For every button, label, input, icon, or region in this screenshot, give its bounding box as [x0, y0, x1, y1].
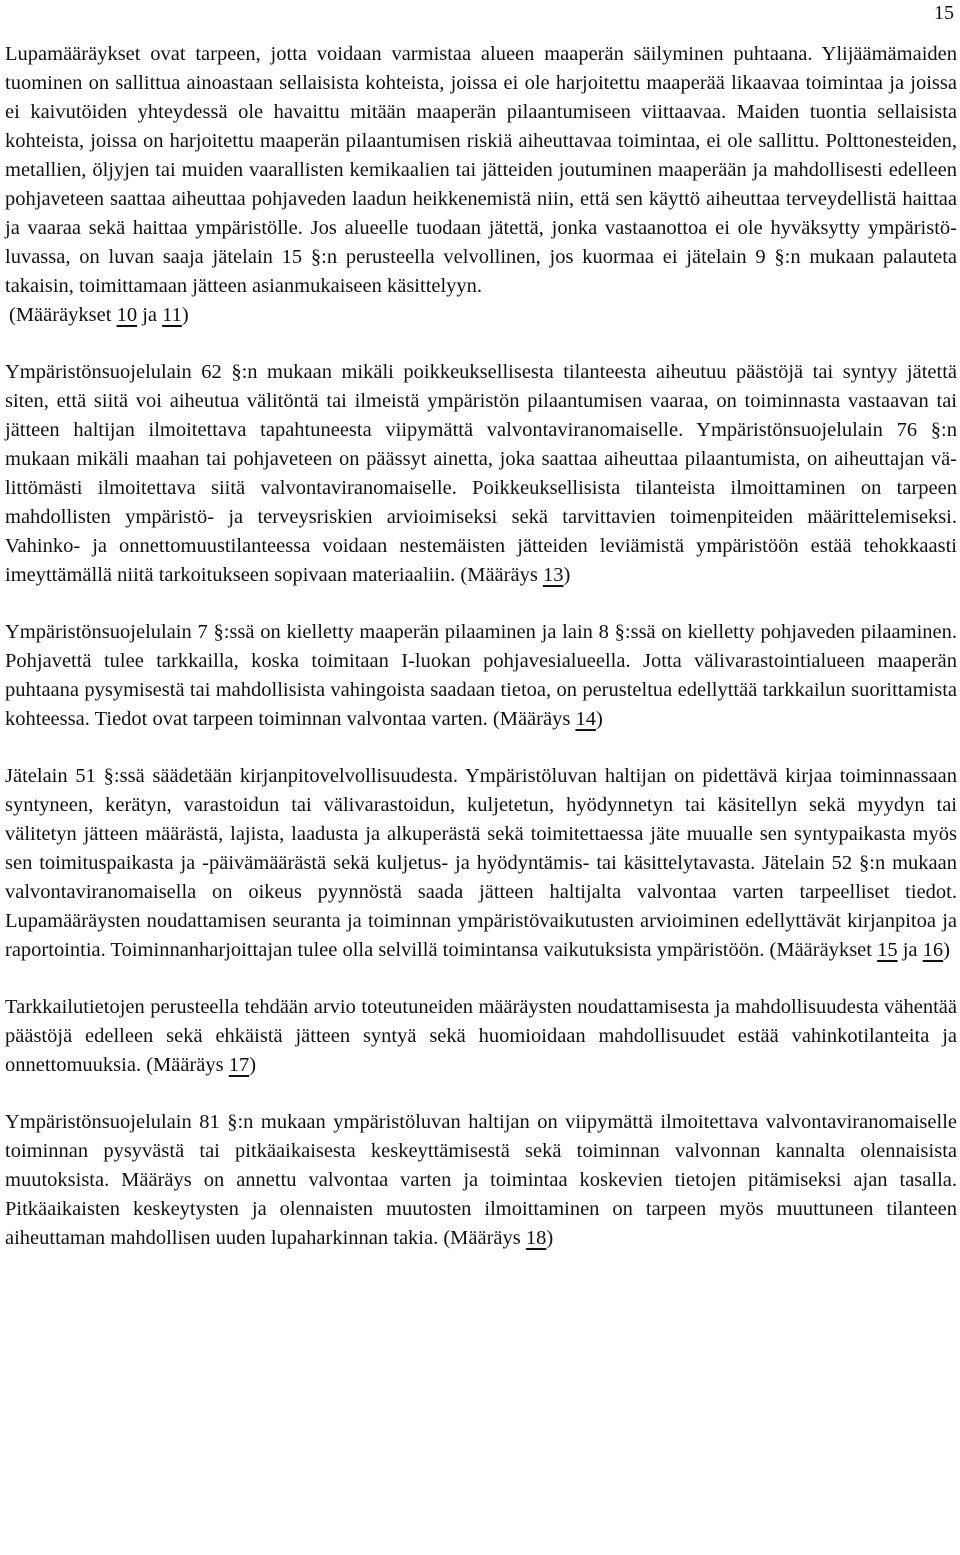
reference-link-11[interactable]: 11 — [162, 304, 182, 326]
reference-suffix: ) — [563, 564, 571, 586]
reference-joiner: ja — [897, 939, 923, 961]
reference-prefix: (Määräys — [455, 564, 543, 586]
reference-suffix: ) — [546, 1227, 554, 1249]
paragraph-notification-of-changes — [5, 1108, 957, 1253]
reference-prefix: (Määräykset — [764, 939, 878, 961]
reference-prefix: (Määräys — [438, 1227, 526, 1249]
paragraph-assessment — [5, 993, 957, 1080]
paragraph-text: Tarkkailutietojen perusteella tehdään arvio toteutuneiden määräysten noudattamisesta ja mahdollisuudesta vähentää päästöjä edelleen sekä ehkäistä jätteen syntyä sekä huomioidaan mahdollisuudet estää vahinkotilanteita ja onnettomuuksia. — [5, 996, 957, 1076]
reference-link-10[interactable]: 10 — [116, 304, 138, 326]
paragraph-text: Lupamääräykset ovat tarpeen, jotta voidaan varmistaa alueen maaperän säilyminen puhtaana. Ylijäämämaiden tuominen on sallittua ainoastaan sellaisista kohteista, joissa ei ole harjoitettu maaperää likaavaa toimintaa ja joissa ei kaivutöiden yhteydessä ole havaittu mitään maaperän pilaantumiseen viittaavaa. Maiden tuontia sellaisista kohteista, joissa on harjoitettu maaperän pilaantumisen riskiä aiheuttavaa toimintaa, ei ole sallittu. Polttonesteiden, metallien, öljyjen tai muiden vaarallisten kemikaalien tai jätteiden joutuminen maaperään ja mahdollisesti edelleen pohjaveteen saattaa aiheuttaa pohjaveden laadun heikkenemistä niin, että sen käyttö aiheuttaa terveydellistä haittaa ja vaaraa sekä haittaa ympäristölle. Jos alueelle tuodaan jätettä, jonka vastaanottoa ei ole hyväksytty ympäristöluvassa, on luvan saaja jätelain 15 §:n perusteella velvollinen, jos kuormaa ei jätelain 9 §:n mukaan palauteta takaisin, toimittamaan jätteen asianmukaiseen käsittelyyn. — [5, 43, 957, 297]
regulation-reference — [5, 304, 189, 326]
reference-suffix: ) — [249, 1054, 257, 1076]
paragraph-text: Ympäristönsuojelulain 62 §:n mukaan mikäli poikkeuksellisesta tilanteesta aiheutuu päästöjä tai syntyy jätettä siten, että siitä voi aiheutua välitöntä tai ilmeistä ympäristön pilaantumisen vaaraa, on toiminnasta vastaavan tai jätteen haltijan ilmoitettava tapahtuneesta viipymättä valvontaviranomaiselle. Ympäristönsuojelulain 76 §:n mukaan mikäli maahan tai pohjaveteen on päässyt ainetta, joka saattaa aiheuttaa pilaantumista, on aiheuttajan välittömästi ilmoitettava siitä valvontaviranomaiselle. Poikkeuksellisista tilanteista ilmoittaminen on tarpeen mahdollisten ympäristö- ja terveysriskien arvioimiseksi sekä tarvittavien toimenpiteiden määrittelemiseksi. Vahinko- ja onnettomuustilanteessa voidaan nestemäisten jätteiden leviämistä ympäristöön estää tehokkaasti imeyttämällä niitä tarkoitukseen sopivaan materiaaliin. — [5, 361, 957, 586]
page-number: 15 — [934, 2, 954, 24]
document-body — [5, 40, 957, 1253]
paragraph-text: Jätelain 51 §:ssä säädetään kirjanpitovelvollisuudesta. Ympäristöluvan haltijan on pidettävä kirjaa toiminnassaan syntyneen, kerätyn, varastoidun tai välivarastoidun, kuljetetun, hyödynnetyn tai käsitellyn sekä myydyn tai välitetyn jätteen määrästä, lajista, laadusta ja alkuperästä sekä toimitettaessa jäte muualle sen syntypaikasta myös sen toimituspaikasta ja -päivämäärästä sekä kuljetus- ja hyödyntämis- tai käsittelytavasta. Jätelain 52 §:n mukaan valvontaviranomaisella on oikeus pyynnöstä saada jätteen haltijalta valvontaa varten tarpeelliset tiedot. Lupamääräysten noudattamisen seuranta ja toiminnan ympäristövaikutusten arvioiminen edellyttävät kirjanpitoa ja raportointia. Toiminnanharjoittajan tulee olla selvillä toimintansa vaikutuksista ympäristöön. — [5, 765, 957, 961]
reference-link-16[interactable]: 16 — [922, 939, 944, 961]
reference-prefix: (Määräys — [487, 708, 576, 730]
paragraph-groundwater-monitoring — [5, 618, 957, 734]
reference-link-13[interactable]: 13 — [542, 564, 564, 586]
paragraph-text: Ympäristönsuojelulain 7 §:ssä on kielletty maaperän pilaaminen ja lain 8 §:ssä on kielletty pohjaveden pilaaminen. Pohjavettä tulee tarkkailla, koska toimitaan I-luokan pohjavesialueella. Jotta välivarastointialueen maaperän puhtaana pysymisestä tai mahdollisista vahingoista saadaan tietoa, on perusteltua edellyttää tarkkailun suorittamista kohteessa. Tiedot ovat tarpeen toiminnan valvontaa varten. — [5, 621, 957, 730]
reference-link-18[interactable]: 18 — [525, 1227, 547, 1249]
paragraph-exceptional-situations — [5, 358, 957, 590]
reference-prefix: (Määräykset — [9, 304, 117, 326]
reference-suffix: ) — [181, 304, 189, 326]
reference-link-14[interactable]: 14 — [575, 708, 596, 730]
paragraph-text: Ympäristönsuojelulain 81 §:n mukaan ympäristöluvan haltijan on viipymättä ilmoitettava valvontaviranomaiselle toiminnan pysyvästä tai pitkäaikaisesta keskeyttämisestä sekä toiminnan valvonnan kannalta olennaisista muutoksista. Määräys on annettu valvontaa varten ja toimintaa koskevien tietojen pitämiseksi ajan tasalla. Pitkäaikaisten keskeytysten ja olennaisten muutosten ilmoittaminen on tarpeen myös muuttuneen tilanteen aiheuttaman mahdollisen uuden lupaharkinnan takia. — [5, 1111, 957, 1249]
reference-prefix: (Määräys — [141, 1054, 229, 1076]
reference-link-17[interactable]: 17 — [228, 1054, 250, 1076]
reference-link-15[interactable]: 15 — [877, 939, 898, 961]
paragraph-record-keeping — [5, 762, 957, 965]
reference-joiner: ja — [137, 304, 163, 326]
paragraph-soil-preservation — [5, 40, 957, 330]
reference-suffix: ) — [943, 939, 950, 961]
reference-suffix: ) — [595, 708, 603, 730]
